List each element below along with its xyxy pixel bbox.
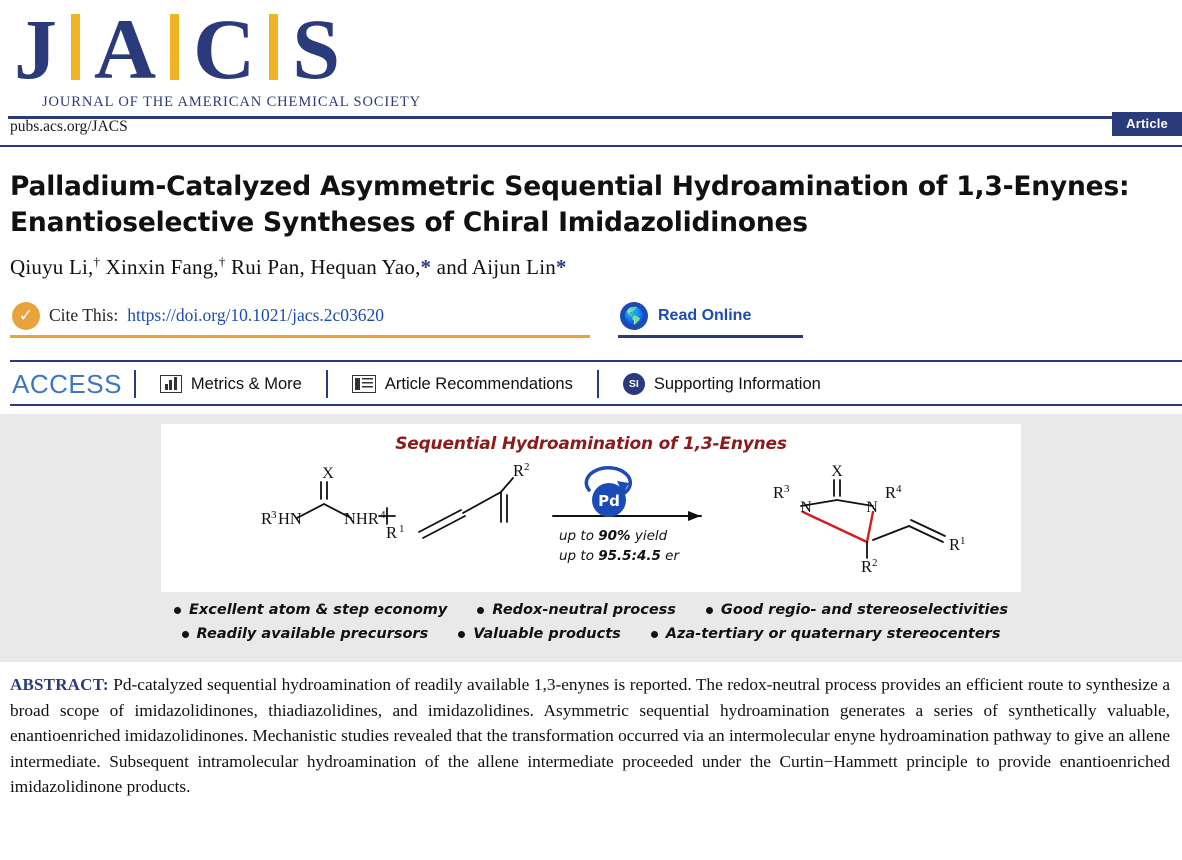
- logo-divider-bar-2: [170, 14, 179, 80]
- svg-text:4: 4: [380, 509, 386, 521]
- article-recommendations-label: Article Recommendations: [384, 374, 573, 393]
- toc-bullet: [706, 598, 1008, 622]
- toc-bullet: [477, 598, 676, 622]
- svg-text:1: 1: [399, 523, 405, 535]
- bullet-dot-icon: [174, 607, 181, 614]
- reaction-scheme: [161, 454, 1021, 574]
- toc-graphic-title: Sequential Hydroamination of 1,3-Enynes: [395, 434, 787, 454]
- toc-bullet: [182, 622, 429, 646]
- title-block: [0, 147, 1182, 280]
- reactant-x-label: X: [322, 465, 334, 482]
- cite-this-label: Cite This:: [49, 305, 119, 325]
- globe-icon: 🌎: [620, 302, 648, 330]
- supporting-information-item[interactable]: [599, 373, 845, 395]
- author-list: Qiuyu Li,† Xinxin Fang,† Rui Pan, Hequan Yao,* and Aijun Lin*: [10, 254, 567, 279]
- doi-link[interactable]: https://doi.org/10.1021/jacs.2c03620: [127, 305, 385, 325]
- access-label[interactable]: ACCESS: [12, 368, 122, 399]
- product-x-label: X: [831, 463, 843, 480]
- si-badge-icon: SI: [623, 373, 645, 395]
- metrics-and-more-item[interactable]: [136, 375, 326, 394]
- journal-url-bar: [0, 112, 1182, 142]
- product-n1-label: N: [800, 499, 812, 516]
- toc-graphic-card: [161, 424, 1021, 592]
- product-r2-label: R: [861, 557, 873, 574]
- toc-bullet-label: Readily available precursors: [196, 626, 429, 642]
- cite-row: [10, 296, 1182, 338]
- logo-divider-bar-3: [269, 14, 278, 80]
- article-recommendations-item[interactable]: [328, 375, 597, 394]
- logo-letter-a: A: [94, 1, 157, 97]
- toc-bullet: [174, 598, 447, 622]
- svg-text:HN: HN: [278, 509, 302, 528]
- reactant-right-label: NHR: [344, 509, 379, 528]
- journal-url[interactable]: pubs.acs.org/JACS: [10, 118, 128, 135]
- bullet-dot-icon: [182, 631, 189, 638]
- toc-bullet: [651, 622, 1001, 646]
- article-list-icon: [352, 375, 376, 393]
- logo-letter-j: J: [14, 1, 57, 97]
- metrics-and-more-label: Metrics & More: [190, 374, 302, 393]
- jacs-logo: [8, 1, 1182, 97]
- bullet-dot-icon: [651, 631, 658, 638]
- product-r1-label: R: [949, 535, 961, 554]
- journal-subtitle: JOURNAL OF THE AMERICAN CHEMICAL SOCIETY: [42, 94, 422, 110]
- product-r4-label: R: [885, 483, 897, 502]
- read-online-box[interactable]: [618, 296, 803, 338]
- article-type-badge: Article: [1112, 112, 1182, 136]
- access-bar: [10, 360, 1182, 406]
- toc-graphic-region: [0, 414, 1182, 662]
- bullet-dot-icon: [458, 631, 465, 638]
- svg-text:2: 2: [872, 557, 878, 569]
- condition-yield: up to 90% yield: [559, 528, 668, 544]
- bullet-dot-icon: [477, 607, 484, 614]
- logo-divider-bar-1: [71, 14, 80, 80]
- svg-text:3: 3: [271, 509, 277, 521]
- supporting-information-label: Supporting Information: [653, 374, 821, 393]
- product-n2-label: N: [866, 499, 878, 516]
- bullet-dot-icon: [706, 607, 713, 614]
- enyne-r2-label: R: [513, 461, 525, 480]
- svg-text:1: 1: [960, 535, 966, 547]
- abstract-label: ABSTRACT:: [10, 675, 109, 694]
- toc-bullet-label: Excellent atom & step economy: [189, 602, 448, 618]
- cite-this-box[interactable]: [10, 296, 590, 338]
- bar-chart-icon: [160, 375, 182, 393]
- toc-bullet-label: Valuable products: [473, 626, 621, 642]
- check-circle-icon: ✓: [12, 302, 40, 330]
- toc-bullet-row-1: [151, 598, 1031, 622]
- toc-bullet: [458, 622, 621, 646]
- abstract-text: Pd-catalyzed sequential hydroamination of readily available 1,3-enynes is reported. The redox-neutral process provides an efficient route to synthesize a broad scope of imidazolidinones, thiadiazolidines, and imidazolidines. Asymmetric sequential hydroamination generates a series of synthetically valuable, enantioenriched imidazolidinones. Mechanistic studies revealed that the transformation occurred via an intermolecular enyne hydroamination pathway to give an allene intermediate. Subsequent intramolecular hydroamination of the allene intermediate proceeded under the Curtin−Hammett principle to provide enantioenriched imidazolidinone products.: [10, 675, 1170, 796]
- toc-bullet-row-2: [151, 622, 1031, 646]
- svg-text:3: 3: [784, 483, 790, 495]
- logo-letter-c: C: [193, 1, 256, 97]
- logo-letter-s: S: [292, 1, 341, 97]
- toc-bullet-label: Aza-tertiary or quaternary stereocenters: [665, 626, 1001, 642]
- reactant-left-label: R: [261, 509, 273, 528]
- catalyst-label: Pd: [598, 492, 620, 510]
- page-title: Palladium-Catalyzed Asymmetric Sequential Hydroamination of 1,3-Enynes: Enantioselective Syntheses of Chiral Imidazolidinones: [10, 171, 1130, 238]
- reaction-scheme-svg: [161, 454, 1021, 574]
- condition-er: up to 95.5:4.5 er: [559, 548, 680, 564]
- toc-bullet-label: Good regio- and stereoselectivities: [720, 602, 1008, 618]
- svg-text:4: 4: [896, 483, 902, 495]
- toc-bullet-list: [151, 598, 1031, 646]
- journal-masthead: [0, 0, 1182, 112]
- abstract-section: [0, 662, 1182, 800]
- toc-bullet-label: Redox-neutral process: [492, 602, 676, 618]
- enyne-r1-label: R: [385, 523, 397, 542]
- product-r3-label: R: [773, 483, 785, 502]
- read-online-label[interactable]: Read Online: [658, 306, 752, 324]
- svg-text:2: 2: [524, 461, 530, 473]
